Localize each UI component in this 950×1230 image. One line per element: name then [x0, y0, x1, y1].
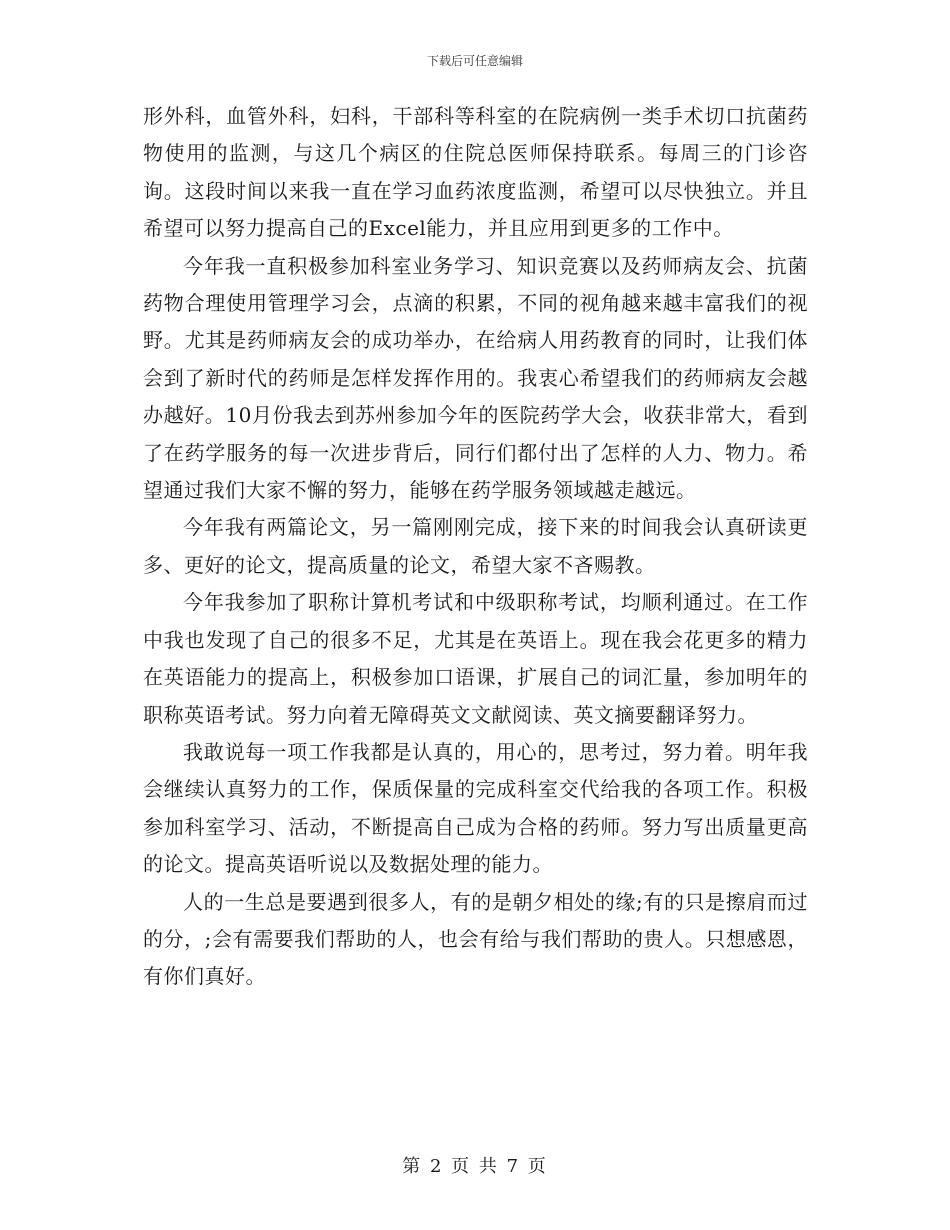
paragraph: 人的一生总是要遇到很多人，有的是朝夕相处的缘;有的只是擦肩而过的分，;会有需要我们帮助的人，也会有给与我们帮助的贵人。只想感恩，有你们真好。: [143, 889, 808, 989]
page-number: 第 2 页 共 7 页: [402, 1156, 548, 1177]
page-header: 下载后可任意编辑: [426, 54, 523, 68]
paragraph-continuation: 形外科，血管外科，妇科，干部科等科室的在院病例一类手术切口抗菌药物使用的监测，与这几个病区的住院总医师保持联系。每周三的门诊咨询。这段时间以来我一直在学习血药浓度监测，希望可以尽快独立。并且希望可以努力提高自己的Excel能力，并且应用到更多的工作中。: [143, 104, 808, 241]
paragraph: 今年我参加了职称计算机考试和中级职称考试，均顺利通过。在工作中我也发现了自己的很多不足，尤其是在英语上。现在我会花更多的精力在英语能力的提高上，积极参加口语课，扩展自己的词汇量，参加明年的职称英语考试。努力向着无障碍英文文献阅读、英文摘要翻译努力。: [143, 590, 808, 727]
body-text: [143, 98, 808, 996]
paragraph: 今年我有两篇论文，另一篇刚刚完成，接下来的时间我会认真研读更多、更好的论文，提高质量的论文，希望大家不吝赐教。: [143, 515, 808, 577]
paragraph: 我敢说每一项工作我都是认真的，用心的，思考过，努力着。明年我会继续认真努力的工作，保质保量的完成科室交代给我的各项工作。积极参加科室学习、活动，不断提高自己成为合格的药师。努力写出质量更高的论文。提高英语听说以及数据处理的能力。: [143, 739, 808, 877]
paragraph: 今年我一直积极参加科室业务学习、知识竞赛以及药师病友会、抗菌药物合理使用管理学习会，点滴的积累，不同的视角越来越丰富我们的视野。尤其是药师病友会的成功举办，在给病人用药教育的同时，让我们体会到了新时代的药师是怎样发挥作用的。我衷心希望我们的药师病友会越办越好。10月份我去到苏州参加今年的医院药学大会，收获非常大，看到了在药学服务的每一次进步背后，同行们都付出了怎样的人力、物力。希望通过我们大家不懈的努力，能够在药学服务领域越走越远。: [143, 253, 808, 503]
